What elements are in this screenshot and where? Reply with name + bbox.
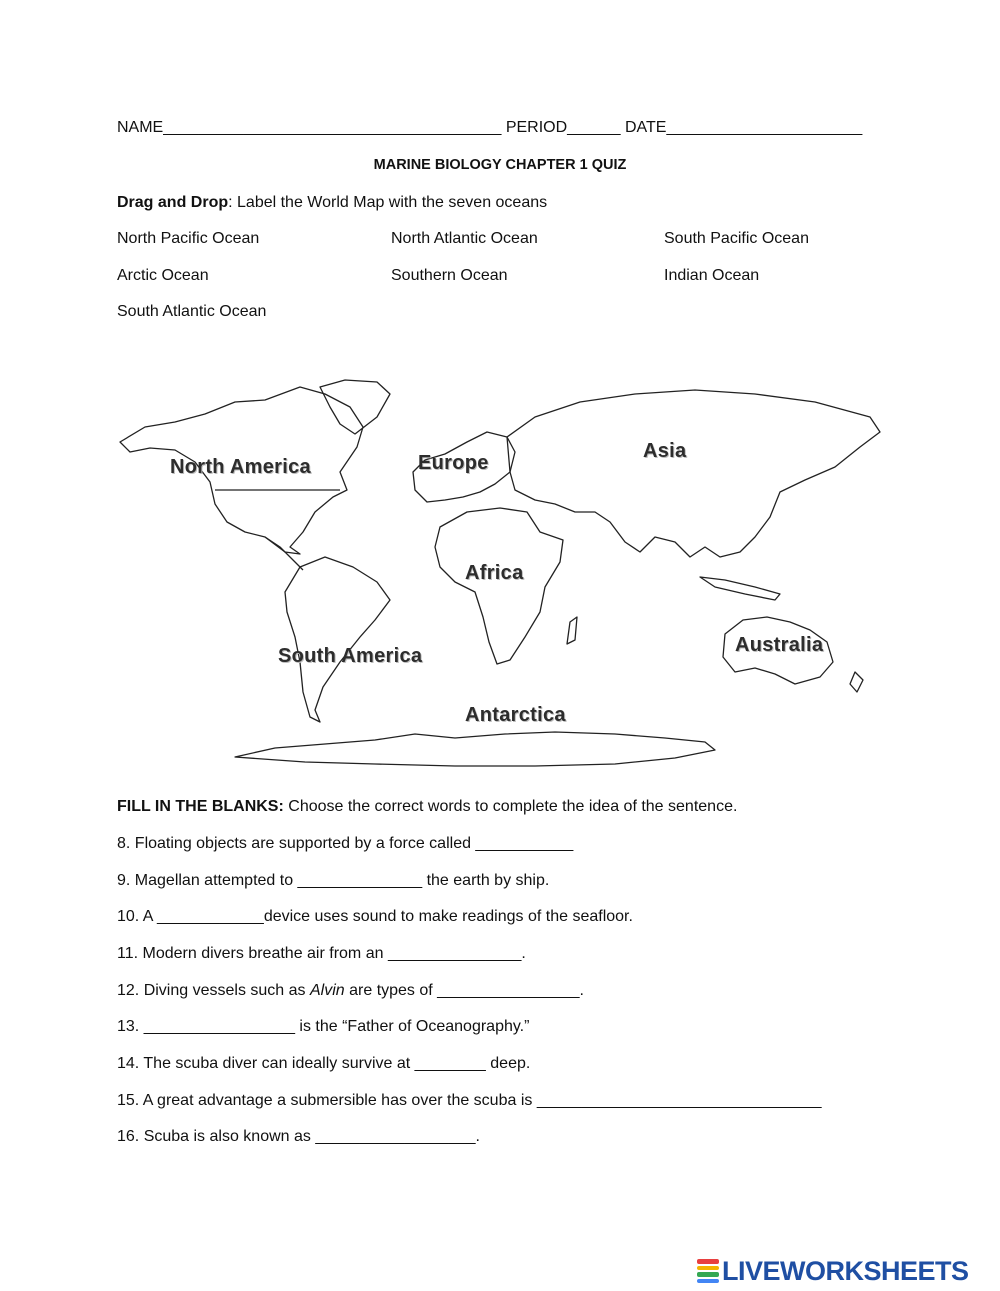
- word-bank-item[interactable]: North Pacific Ocean: [117, 230, 260, 247]
- name-period-date-line: NAME______________________________________ PERIOD______ DATE______________________: [117, 119, 863, 136]
- asia-outline: [507, 390, 880, 557]
- word-bank-item[interactable]: South Atlantic Ocean: [117, 303, 267, 320]
- madagascar-outline: [567, 617, 577, 644]
- drag-drop-instructions: [117, 194, 547, 212]
- question-16: 16. Scuba is also known as __________________.: [117, 1128, 480, 1145]
- fill-in-label: FILL IN THE BLANKS:: [117, 798, 284, 815]
- world-map: [115, 372, 890, 772]
- word-bank-item[interactable]: Indian Ocean: [664, 267, 760, 284]
- word-bank-item[interactable]: North Atlantic Ocean: [391, 230, 538, 247]
- south-america-outline: [285, 557, 390, 722]
- indonesia-outline: [700, 577, 780, 600]
- question-10: 10. A ____________device uses sound to make readings of the seafloor.: [117, 908, 633, 925]
- asia-label: Asia: [643, 440, 687, 462]
- word-bank-item[interactable]: Southern Ocean: [391, 267, 508, 284]
- north-america-label: North America: [170, 456, 311, 478]
- africa-outline: [435, 508, 563, 664]
- liveworksheets-logo-icon: [697, 1258, 719, 1284]
- antarctica-outline: [235, 732, 715, 766]
- question-15: 15. A great advantage a submersible has over the scuba is ________________________________: [117, 1092, 822, 1109]
- australia-label: Australia: [735, 634, 824, 656]
- logo-bar: [697, 1272, 719, 1277]
- word-bank-item[interactable]: South Pacific Ocean: [664, 230, 809, 247]
- fill-in-text: Choose the correct words to complete the idea of the sentence.: [283, 798, 738, 815]
- fill-in-instructions: [117, 798, 737, 816]
- question-8: 8. Floating objects are supported by a force called ___________: [117, 835, 574, 852]
- question-9: 9. Magellan attempted to ______________ the earth by ship.: [117, 872, 550, 889]
- quiz-title: MARINE BIOLOGY CHAPTER 1 QUIZ: [373, 157, 627, 173]
- logo-bar: [697, 1266, 719, 1271]
- question-13: 13. _________________ is the “Father of Oceanography.”: [117, 1018, 530, 1035]
- logo-bar: [697, 1279, 719, 1284]
- word-bank-item[interactable]: Arctic Ocean: [117, 267, 209, 284]
- south-america-label: South America: [278, 645, 423, 667]
- new-zealand-outline: [850, 672, 863, 692]
- question-14: 14. The scuba diver can ideally survive at ________ deep.: [117, 1055, 531, 1072]
- drag-drop-text: : Label the World Map with the seven oceans: [228, 194, 548, 211]
- question-12: [117, 982, 584, 1000]
- africa-label: Africa: [465, 562, 524, 584]
- liveworksheets-brand: [697, 1256, 969, 1286]
- question-12-end: are types of ________________.: [344, 982, 584, 999]
- greenland-outline: [320, 380, 390, 434]
- liveworksheets-wordmark: LIVEWORKSHEETS: [722, 1255, 969, 1286]
- drag-drop-label: Drag and Drop: [117, 194, 229, 211]
- question-12-start: 12. Diving vessels such as: [117, 982, 310, 999]
- europe-label: Europe: [418, 452, 489, 474]
- antarctica-label: Antarctica: [465, 704, 566, 726]
- logo-bar: [697, 1259, 719, 1264]
- question-12-vessel-name: Alvin: [309, 982, 345, 999]
- question-11: 11. Modern divers breathe air from an _______________.: [117, 945, 526, 962]
